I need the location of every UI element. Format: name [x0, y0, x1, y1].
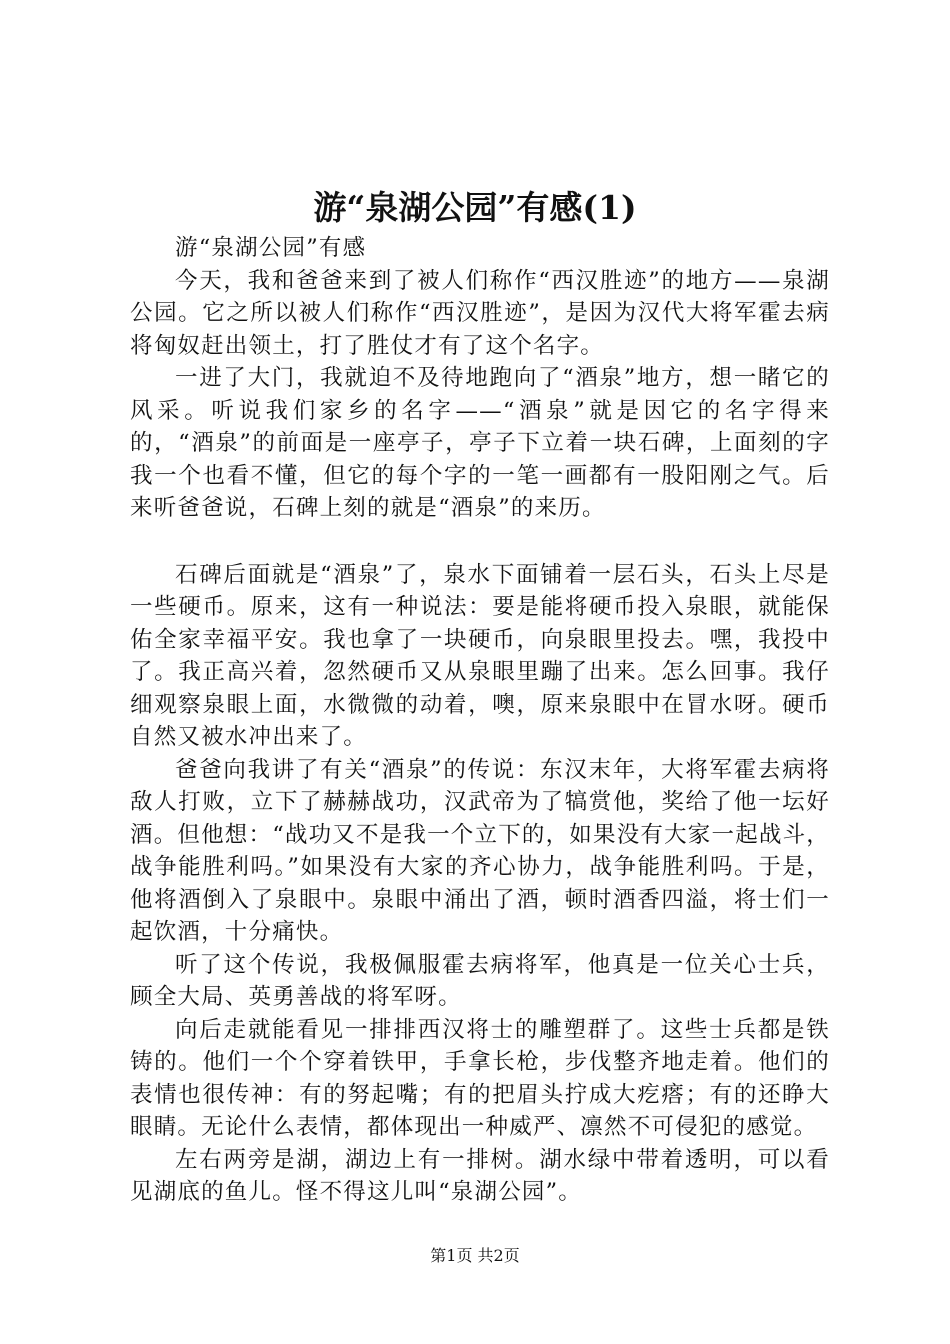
paragraph: 左右两旁是湖，湖边上有一排树。湖水绿中带着透明，可以看见湖底的鱼儿。怪不得这儿叫“泉湖公园”。 — [130, 1146, 830, 1205]
document-body — [130, 232, 830, 1209]
paragraph: 石碑后面就是“酒泉”了，泉水下面铺着一层石头，石头上尽是一些硬币。原来，这有一种说法：要是能将硬币投入泉眼，就能保佑全家幸福平安。我也拿了一块硬币，向泉眼里投去。嘿，我投中了。我正高兴着，忽然硬币又从泉眼里蹦了出来。怎么回事。我仔细观察泉眼上面，水微微的动着，噢，原来泉眼中在冒水呀。硬币自然又被水冲出来了。 — [130, 561, 830, 750]
paragraph: 爸爸向我讲了有关“酒泉”的传说：东汉末年，大将军霍去病将敌人打败，立下了赫赫战功，汉武帝为了犒赏他，奖给了他一坛好酒。但他想：“战功又不是我一个立下的，如果没有大家一起战斗，战争能胜利吗。”如果没有大家的齐心协力，战争能胜利吗。于是，他将酒倒入了泉眼中。泉眼中涌出了酒，顿时酒香四溢，将士们一起饮酒，十分痛快。 — [130, 756, 831, 945]
page-number-footer: 第1页 共2页 — [430, 1246, 520, 1265]
paragraph-gap — [130, 525, 830, 559]
paragraph: 一进了大门，我就迫不及待地跑向了“酒泉”地方，想一睹它的风采。听说我们家乡的名字——“酒泉”就是因它的名字得来的，“酒泉”的前面是一座亭子，亭子下立着一块石碑，上面刻的字我一个也看不懂，但它的每个字的一笔一画都有一股阳刚之气。后来听爸爸说，石碑上刻的就是“酒泉”的来历。 — [130, 365, 830, 521]
paragraph: 今天，我和爸爸来到了被人们称作“西汉胜迹”的地方——泉湖公园。它之所以被人们称作“西汉胜迹”，是因为汉代大将军霍去病将匈奴赶出领土，打了胜仗才有了这个名字。 — [130, 267, 830, 359]
paragraph-subtitle: 游“泉湖公园”有感 — [175, 235, 367, 261]
document-title: 游“泉湖公园”有感(1) — [313, 188, 637, 227]
paragraph: 听了这个传说，我极佩服霍去病将军，他真是一位关心士兵，顾全大局、英勇善战的将军呀。 — [130, 951, 830, 1010]
paragraph: 向后走就能看见一排排西汉将士的雕塑群了。这些士兵都是铁铸的。他们一个个穿着铁甲，手拿长枪，步伐整齐地走着。他们的表情也很传神：有的努起嘴；有的把眉头拧成大疙瘩；有的还睁大眼睛。无论什么表情，都体现出一种威严、凛然不可侵犯的感觉。 — [130, 1016, 830, 1140]
